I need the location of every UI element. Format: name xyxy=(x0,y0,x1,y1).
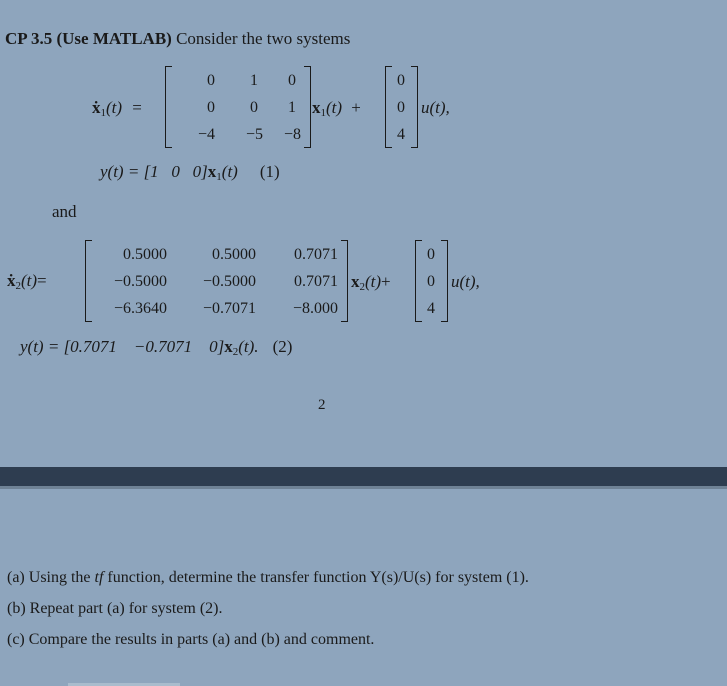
matrix-cell: 0 xyxy=(397,99,405,116)
system1-equals: = xyxy=(132,98,142,117)
system1-state-sub: 1 xyxy=(100,107,106,119)
matrix-cell: −0.5000 xyxy=(202,273,256,290)
system2-a-right-bracket xyxy=(341,240,348,322)
system2-output-lhs: y(t) = [0.7071 −0.7071 0] xyxy=(20,337,225,356)
system2-plus: + xyxy=(381,272,391,291)
matrix-cell: −4 xyxy=(197,126,215,143)
system1-output-sub: 1 xyxy=(216,171,222,183)
system1-a-left-bracket xyxy=(165,66,172,148)
system2-x-term xyxy=(351,272,391,293)
system2-output-arg: (t). xyxy=(238,337,259,356)
matrix-cell: 0 xyxy=(397,72,405,89)
matrix-cell: 0 xyxy=(207,72,215,89)
system2-equals: = xyxy=(37,271,47,290)
problem-intro: Consider the two systems xyxy=(176,29,351,48)
system2-state-arg: (t) xyxy=(21,271,38,290)
system1-x-symbol: x xyxy=(312,98,321,117)
matrix-cell: 0 xyxy=(288,72,296,89)
matrix-cell: −6.3640 xyxy=(113,300,167,317)
system2-x-sub: 2 xyxy=(359,281,365,293)
tf-function-name: tf xyxy=(94,569,104,586)
system1-x-sub: 1 xyxy=(320,107,326,119)
question-a-end: function, determine the transfer function Y(s)/U(s) for system (1). xyxy=(103,569,529,586)
page-number: 2 xyxy=(318,397,326,413)
system1-output-equation xyxy=(100,162,280,183)
matrix-cell: 0.7071 xyxy=(294,246,338,263)
system2-state-symbol: ẋ xyxy=(7,271,16,290)
matrix-cell: 0.7071 xyxy=(294,273,338,290)
matrix-cell: −5 xyxy=(245,126,263,143)
system1-lhs xyxy=(92,98,142,119)
system1-a-right-bracket xyxy=(304,66,311,148)
system1-state-symbol: ẋ xyxy=(92,98,101,117)
system2-a-left-bracket xyxy=(85,240,92,322)
system2-input-term: u(t), xyxy=(451,272,480,291)
system1-x-arg: (t) xyxy=(326,98,343,117)
page-divider xyxy=(0,467,727,486)
system2-lhs xyxy=(7,271,47,292)
question-b: (b) Repeat part (a) for system (2). xyxy=(7,600,223,617)
system2-x-symbol: x xyxy=(351,272,360,291)
matrix-cell: 0.5000 xyxy=(123,246,167,263)
system2-eq-number: (2) xyxy=(272,337,293,356)
matrix-cell: 4 xyxy=(397,126,405,143)
system2-x-arg: (t) xyxy=(365,272,382,291)
matrix-cell: −8 xyxy=(283,126,301,143)
problem-heading xyxy=(5,29,350,49)
matrix-cell: 1 xyxy=(250,72,258,89)
question-c: (c) Compare the results in parts (a) and (b) and comment. xyxy=(7,631,375,648)
system1-output-x: x xyxy=(207,162,217,181)
system2-output-equation xyxy=(20,337,292,358)
system1-output-lhs: y(t) = [1 0 0] xyxy=(100,162,208,181)
matrix-cell: 0 xyxy=(207,99,215,116)
problem-label: CP 3.5 (Use MATLAB) xyxy=(5,29,172,48)
system1-b-right-bracket xyxy=(411,66,418,148)
system2-output-sub: 2 xyxy=(232,346,239,358)
system1-output-arg: (t) xyxy=(221,162,238,181)
system1-plus: + xyxy=(351,98,361,117)
system2-b-right-bracket xyxy=(441,240,448,322)
system1-eq-number: (1) xyxy=(259,162,280,181)
system1-state-arg: (t) xyxy=(106,98,123,117)
matrix-cell: 4 xyxy=(427,300,435,317)
system1-input-term: u(t), xyxy=(421,98,450,117)
matrix-cell: 0 xyxy=(427,246,435,263)
system2-state-sub: 2 xyxy=(15,280,21,292)
page-divider-edge xyxy=(0,486,727,489)
matrix-cell: 0.5000 xyxy=(212,246,256,263)
matrix-cell: −8.000 xyxy=(292,300,338,317)
matrix-cell: 1 xyxy=(288,99,296,116)
and-connector: and xyxy=(52,202,77,221)
matrix-cell: 0 xyxy=(427,273,435,290)
question-a xyxy=(7,569,529,587)
matrix-cell: −0.5000 xyxy=(113,273,167,290)
system2-output-x: x xyxy=(224,337,233,356)
matrix-cell: −0.7071 xyxy=(202,300,256,317)
question-a-start: (a) Using the xyxy=(7,569,95,586)
system1-x-term xyxy=(312,98,361,119)
matrix-cell: 0 xyxy=(250,99,258,116)
